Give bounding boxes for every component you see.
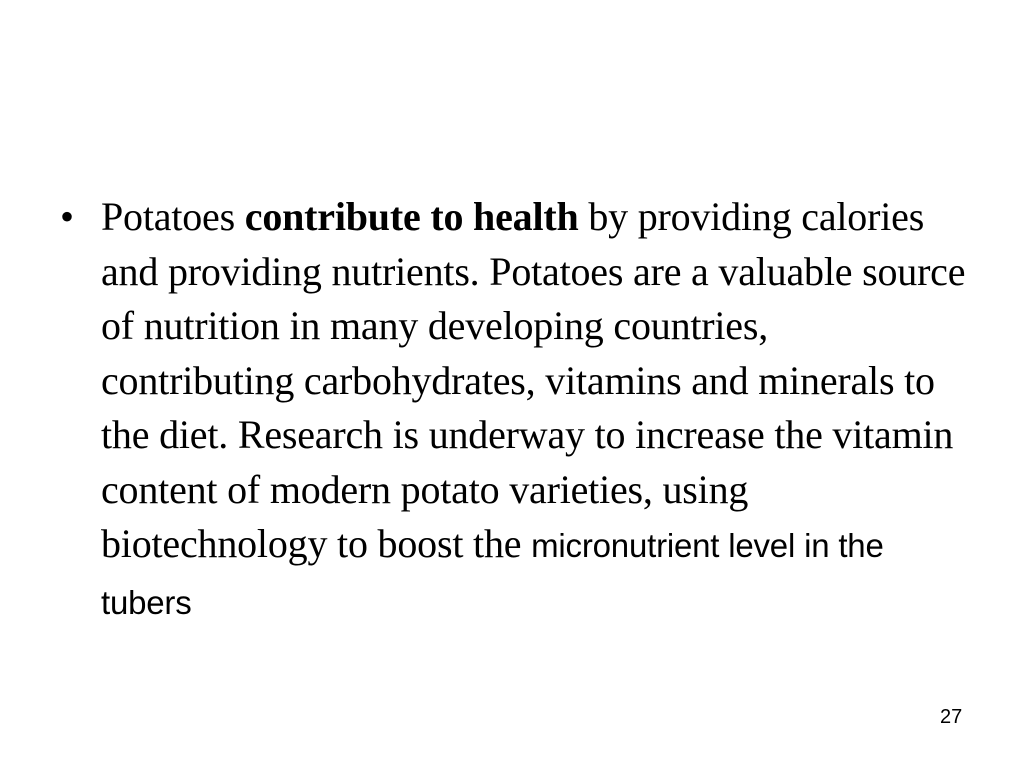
bullet-body-sans-text: micronutrient level in the tubers (101, 527, 884, 621)
slide-body (60, 190, 970, 630)
bullet-emphasis-text: contribute to health (244, 194, 579, 239)
bullet-lead-text: Potatoes (101, 194, 235, 239)
bullet-dot: • (60, 194, 74, 239)
bullet-body-text: by providing calories and providing nutrients. Potatoes are a valuable source of nutrition in many developing countries, contributing carbohydrates, vitamins and minerals to the diet. Research is underway to increase the vitamin content of modern potato varieties, using biotechnology to boost the (101, 194, 966, 566)
page-number: 27 (940, 706, 963, 728)
bullet-item (60, 190, 970, 630)
